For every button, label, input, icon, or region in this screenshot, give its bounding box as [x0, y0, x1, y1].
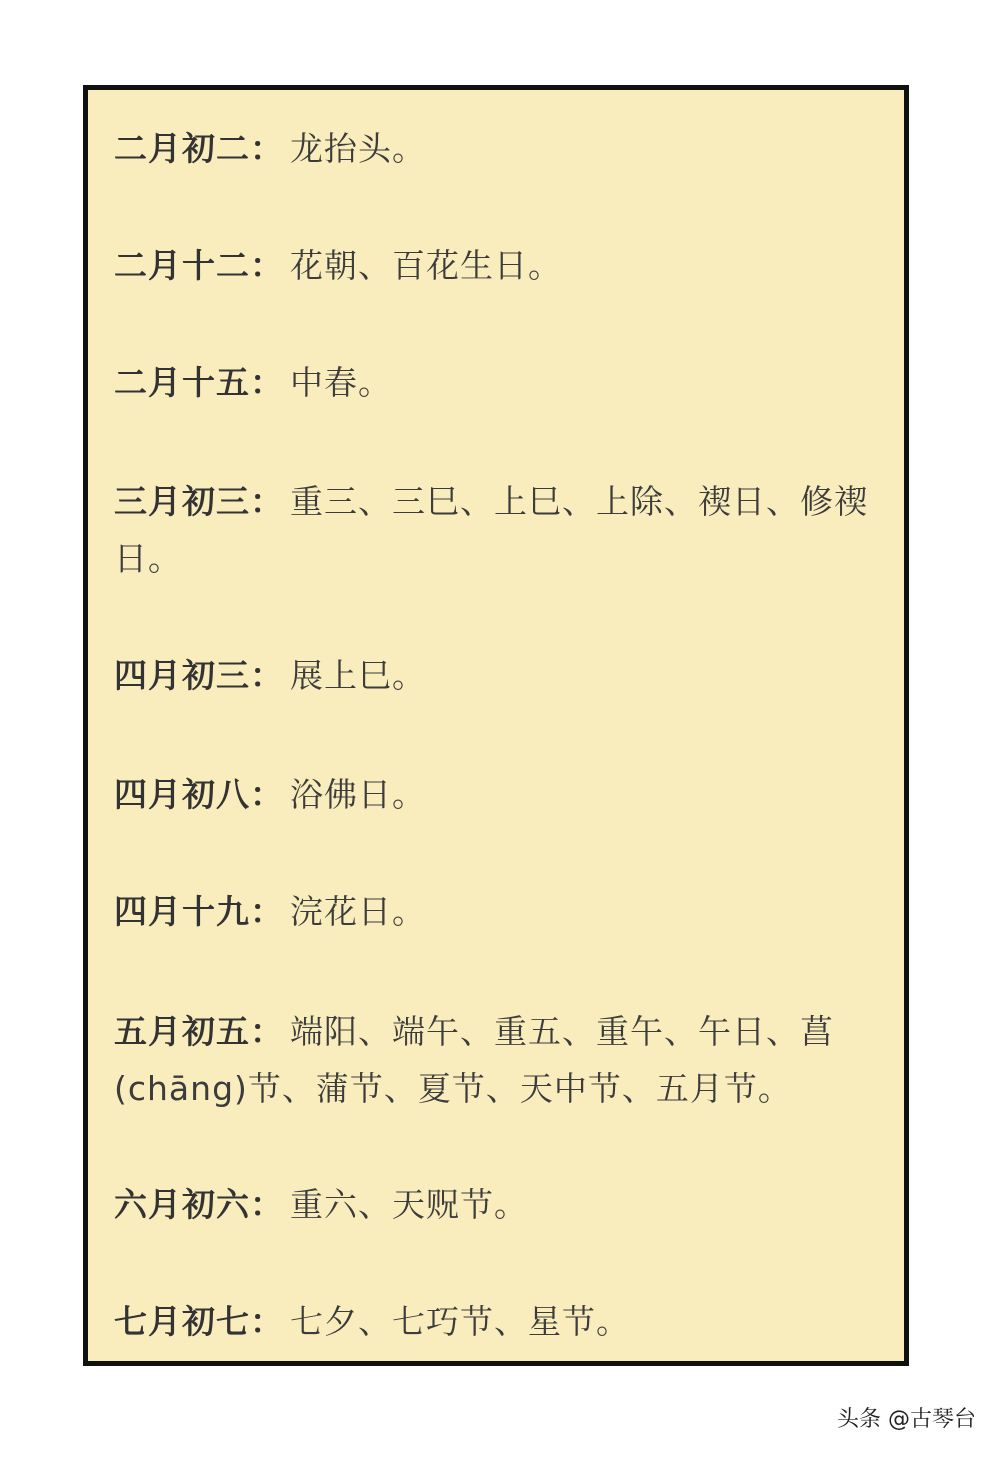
entry-date: 六月初六	[114, 1185, 250, 1224]
entry-description: 浣花日。	[290, 892, 426, 931]
entry-colon: ：	[250, 775, 284, 814]
entry-description: 重三、三巳、上巳、上除、禊日、修禊日。	[114, 482, 868, 578]
entry-description: 端阳、端午、重五、重午、午日、菖(chāng)节、蒲节、夏节、天中节、五月节。	[114, 1012, 834, 1108]
entry-date: 四月十九	[114, 892, 250, 931]
festival-entry	[114, 354, 874, 411]
festival-entry	[114, 1003, 874, 1117]
festival-entry	[114, 1293, 874, 1350]
entry-description: 中春。	[290, 363, 392, 402]
entry-colon: ：	[250, 1302, 284, 1341]
entry-date: 七月初七	[114, 1302, 250, 1341]
entry-description: 龙抬头。	[290, 129, 426, 168]
festival-entry	[114, 237, 874, 294]
entry-colon: ：	[250, 129, 284, 168]
entry-description: 展上巳。	[290, 656, 426, 695]
festival-entry	[114, 647, 874, 704]
entry-date: 三月初三	[114, 482, 250, 521]
entry-description: 七夕、七巧节、星节。	[290, 1302, 630, 1341]
entry-date: 二月十二	[114, 246, 250, 285]
entry-colon: ：	[250, 1185, 284, 1224]
entry-colon: ：	[250, 246, 284, 285]
festival-entry	[114, 883, 874, 940]
entry-colon: ：	[250, 482, 284, 521]
entry-colon: ：	[250, 892, 284, 931]
festival-entry	[114, 1176, 874, 1233]
festival-entry	[114, 766, 874, 823]
entry-date: 四月初三	[114, 656, 250, 695]
entry-description: 浴佛日。	[290, 775, 426, 814]
entry-description: 重六、天贶节。	[290, 1185, 528, 1224]
festival-entry	[114, 473, 874, 587]
entry-date: 五月初五	[114, 1012, 250, 1051]
entry-date: 二月初二	[114, 129, 250, 168]
entry-colon: ：	[250, 656, 284, 695]
entry-colon: ：	[250, 363, 284, 402]
watermark: 头条 @古琴台	[837, 1407, 976, 1432]
festival-entry	[114, 120, 874, 177]
entry-description: 花朝、百花生日。	[290, 246, 562, 285]
entry-date: 四月初八	[114, 775, 250, 814]
entry-colon: ：	[250, 1012, 284, 1051]
entry-date: 二月十五	[114, 363, 250, 402]
festival-card	[83, 85, 909, 1366]
